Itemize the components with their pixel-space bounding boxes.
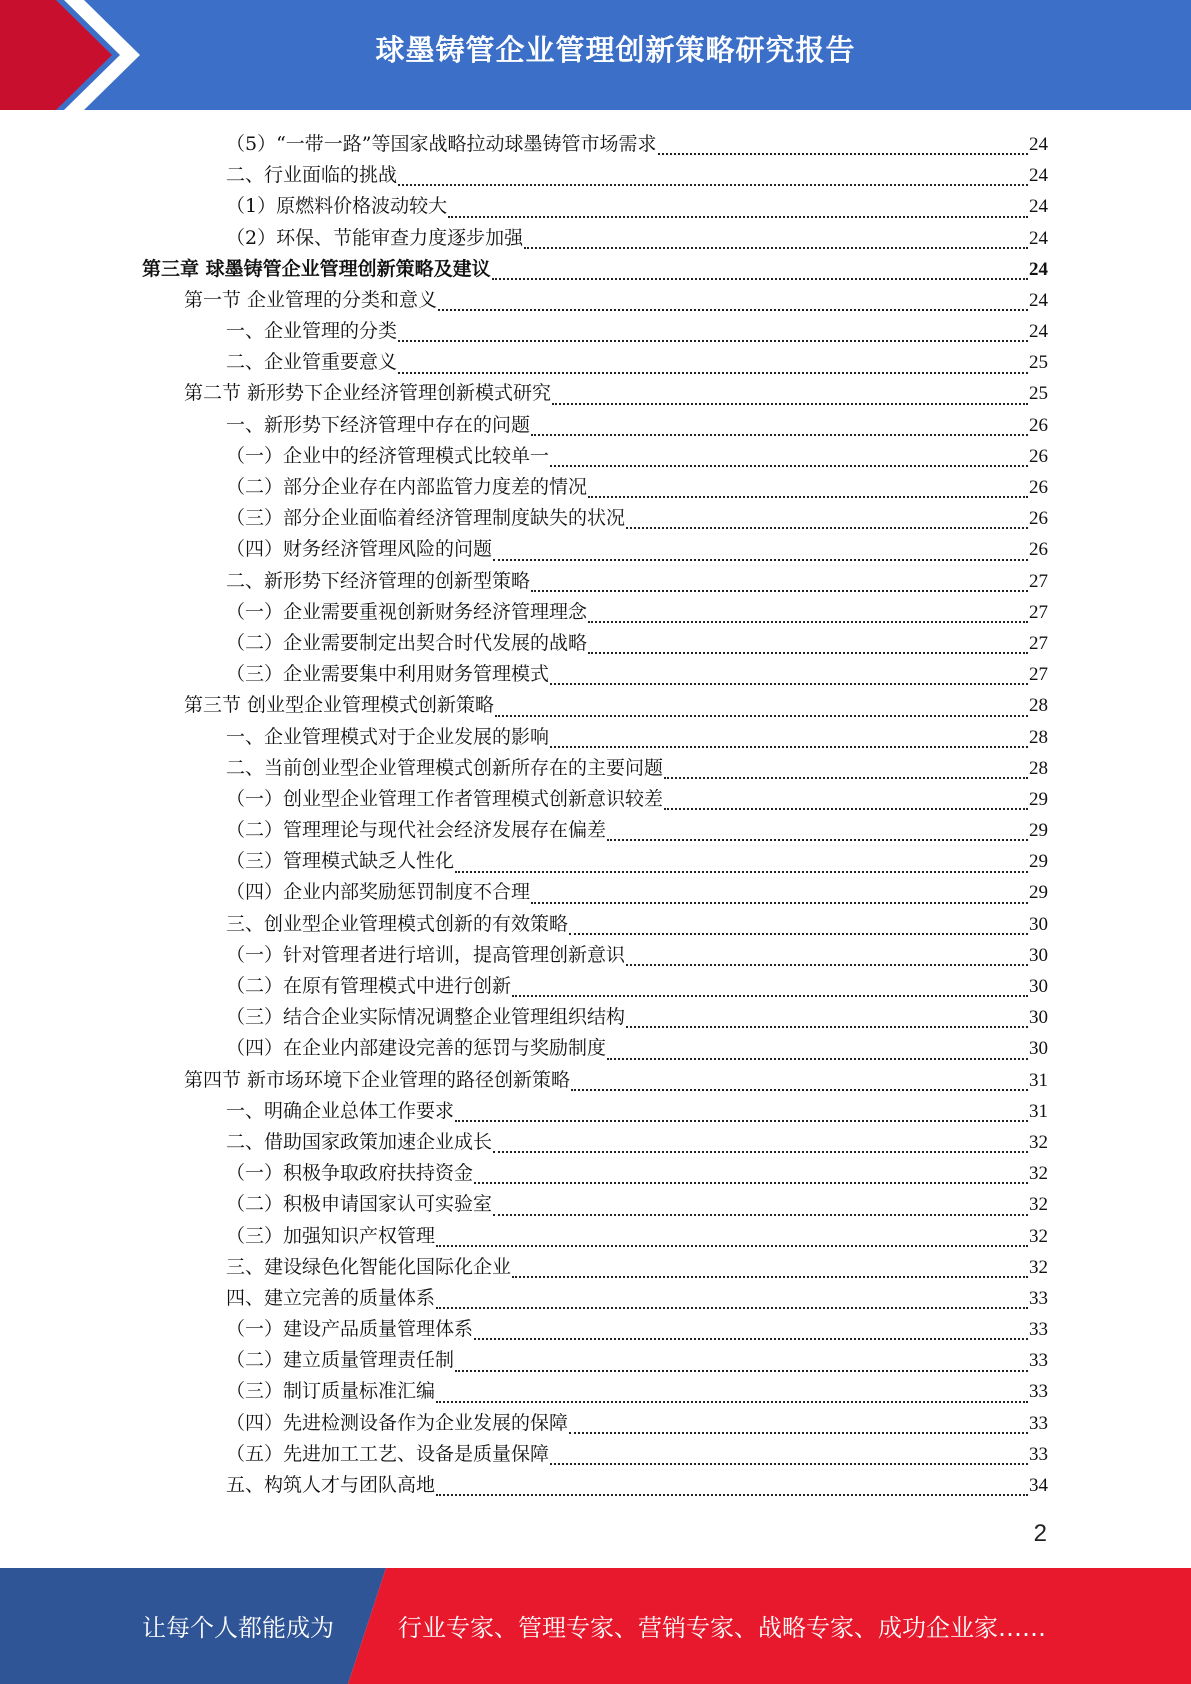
toc-entry-page: 34 [1029, 1475, 1048, 1497]
toc-entry[interactable] [142, 1470, 1048, 1501]
toc-entry-title: （三）管理模式缺乏人性化 [226, 850, 455, 873]
toc-entry-page: 27 [1029, 601, 1048, 623]
toc-entry[interactable] [142, 1283, 1048, 1314]
toc-entry[interactable] [142, 722, 1048, 753]
toc-entry[interactable] [142, 503, 1048, 534]
toc-dot-leader [571, 1065, 1028, 1091]
toc-entry[interactable] [142, 1345, 1048, 1376]
toc-entry[interactable] [142, 379, 1048, 410]
toc-entry-page: 32 [1029, 1225, 1048, 1247]
toc-entry-page: 33 [1029, 1412, 1048, 1434]
toc-dot-leader [664, 753, 1028, 779]
toc-entry-title: （三）部分企业面临着经济管理制度缺失的状况 [226, 507, 626, 530]
toc-entry-title: 二、借助国家政策加速企业成长 [226, 1130, 493, 1153]
toc-entry-page: 30 [1029, 976, 1048, 998]
toc-entry-title: （四）企业内部奖励惩罚制度不合理 [226, 881, 531, 904]
toc-entry[interactable] [142, 223, 1048, 254]
toc-entry[interactable] [142, 1002, 1048, 1033]
toc-entry-title: （一）创业型企业管理工作者管理模式创新意识较差 [226, 787, 664, 810]
toc-dot-leader [495, 691, 1028, 717]
toc-entry-page: 24 [1029, 321, 1048, 343]
toc-entry[interactable] [142, 191, 1048, 222]
toc-entry[interactable] [142, 285, 1048, 316]
toc-dot-leader [436, 1283, 1028, 1309]
toc-entry-page: 24 [1029, 289, 1048, 311]
toc-dot-leader [552, 379, 1028, 405]
toc-entry-page: 33 [1029, 1287, 1048, 1309]
toc-dot-leader [588, 628, 1028, 654]
toc-entry-title: （二）建立质量管理责任制 [226, 1349, 455, 1372]
toc-entry-title: 二、行业面临的挑战 [226, 164, 398, 187]
toc-entry[interactable] [142, 846, 1048, 877]
toc-dot-leader [474, 1314, 1028, 1340]
toc-entry[interactable] [142, 1096, 1048, 1127]
toc-entry-title: 四、建立完善的质量体系 [226, 1286, 436, 1309]
toc-entry[interactable] [142, 1065, 1048, 1096]
toc-dot-leader [438, 285, 1028, 311]
toc-entry-title: （2）环保、节能审查力度逐步加强 [226, 226, 524, 249]
toc-entry-page: 33 [1029, 1319, 1048, 1341]
toc-entry-page: 27 [1029, 632, 1048, 654]
toc-entry-page: 30 [1029, 913, 1048, 935]
toc-entry[interactable] [142, 909, 1048, 940]
toc-entry[interactable] [142, 628, 1048, 659]
toc-entry-title: （三）企业需要集中利用财务管理模式 [226, 663, 550, 686]
table-of-contents [142, 129, 1048, 1501]
toc-entry[interactable] [142, 410, 1048, 441]
toc-dot-leader [398, 348, 1028, 374]
toc-entry-page: 32 [1029, 1131, 1048, 1153]
toc-dot-leader [569, 909, 1028, 935]
toc-entry[interactable] [142, 316, 1048, 347]
toc-entry-page: 24 [1029, 165, 1048, 187]
toc-dot-leader [455, 847, 1028, 873]
toc-entry[interactable] [142, 1439, 1048, 1470]
toc-entry[interactable] [142, 566, 1048, 597]
toc-entry-page: 30 [1029, 944, 1048, 966]
toc-entry-title: （三）制订质量标准汇编 [226, 1380, 436, 1403]
toc-entry[interactable] [142, 129, 1048, 160]
toc-entry[interactable] [142, 784, 1048, 815]
toc-entry[interactable] [142, 347, 1048, 378]
toc-dot-leader [436, 1377, 1028, 1403]
toc-entry-title: （三）结合企业实际情况调整企业管理组织结构 [226, 1006, 626, 1029]
toc-entry-title: 三、建设绿色化智能化国际化企业 [226, 1255, 512, 1278]
toc-entry-page: 26 [1029, 539, 1048, 561]
toc-dot-leader [569, 1408, 1028, 1434]
toc-dot-leader [550, 722, 1028, 748]
toc-entry-title: 一、企业管理的分类 [226, 320, 398, 343]
toc-entry-title: 一、企业管理模式对于企业发展的影响 [226, 725, 550, 748]
toc-entry-title: （二）企业需要制定出契合时代发展的战略 [226, 631, 588, 654]
toc-entry[interactable] [142, 753, 1048, 784]
toc-entry[interactable] [142, 971, 1048, 1002]
toc-entry-page: 29 [1029, 788, 1048, 810]
toc-dot-leader [664, 784, 1028, 810]
toc-entry-page: 32 [1029, 1194, 1048, 1216]
toc-entry-page: 31 [1029, 1069, 1048, 1091]
toc-dot-leader [588, 597, 1028, 623]
toc-entry-page: 29 [1029, 882, 1048, 904]
toc-dot-leader [493, 1190, 1028, 1216]
toc-dot-leader [436, 1221, 1028, 1247]
toc-entry-page: 33 [1029, 1443, 1048, 1465]
toc-entry-page: 26 [1029, 508, 1048, 530]
toc-dot-leader [512, 1252, 1028, 1278]
toc-entry[interactable] [142, 1221, 1048, 1252]
toc-entry-title: （四）在企业内部建设完善的惩罚与奖励制度 [226, 1037, 607, 1060]
toc-dot-leader [492, 254, 1028, 280]
report-title: 球墨铸管企业管理创新策略研究报告 [375, 33, 856, 67]
toc-entry-title: 二、新形势下经济管理的创新型策略 [226, 569, 531, 592]
toc-dot-leader [398, 316, 1028, 342]
toc-entry[interactable] [142, 1189, 1048, 1220]
toc-entry[interactable] [142, 1127, 1048, 1158]
toc-dot-leader [626, 503, 1028, 529]
toc-dot-leader [626, 1002, 1028, 1028]
toc-entry[interactable] [142, 878, 1048, 909]
toc-entry-page: 24 [1029, 258, 1048, 280]
toc-entry-title: （二）积极申请国家认可实验室 [226, 1193, 493, 1216]
toc-entry-page: 24 [1029, 196, 1048, 218]
toc-entry-page: 28 [1029, 757, 1048, 779]
toc-entry-title: （二）部分企业存在内部监管力度差的情况 [226, 476, 588, 499]
toc-entry-page: 31 [1029, 1100, 1048, 1122]
toc-dot-leader [531, 878, 1028, 904]
toc-dot-leader [493, 1127, 1028, 1153]
toc-entry-page: 29 [1029, 851, 1048, 873]
toc-entry-title: （四）财务经济管理风险的问题 [226, 538, 493, 561]
report-header [0, 0, 1191, 110]
toc-entry-title: 一、新形势下经济管理中存在的问题 [226, 413, 531, 436]
page-number: 2 [1033, 1520, 1047, 1547]
toc-entry-page: 25 [1029, 352, 1048, 374]
toc-entry-title: （一）针对管理者进行培训，提高管理创新意识 [226, 943, 626, 966]
toc-dot-leader [607, 815, 1028, 841]
toc-entry[interactable] [142, 1158, 1048, 1189]
toc-entry-page: 27 [1029, 570, 1048, 592]
toc-dot-leader [436, 1470, 1028, 1496]
toc-entry-page: 29 [1029, 820, 1048, 842]
toc-entry[interactable] [142, 940, 1048, 971]
toc-entry[interactable] [142, 1252, 1048, 1283]
toc-entry-title: （一）建设产品质量管理体系 [226, 1318, 474, 1341]
toc-entry-page: 26 [1029, 414, 1048, 436]
toc-entry-page: 32 [1029, 1163, 1048, 1185]
toc-entry[interactable] [142, 160, 1048, 191]
toc-entry-title: （一）企业中的经济管理模式比较单一 [226, 444, 550, 467]
toc-entry-page: 33 [1029, 1350, 1048, 1372]
toc-entry-title: （5）“一带一路”等国家战略拉动球墨铸管市场需求 [226, 132, 657, 155]
toc-entry-title: 第四节 新市场环境下企业管理的路径创新策略 [184, 1068, 571, 1091]
footer-slogan-left: 让每个人都能成为 [142, 1614, 334, 1642]
toc-dot-leader [448, 192, 1028, 218]
toc-dot-leader [588, 472, 1028, 498]
toc-entry-title: （一）积极争取政府扶持资金 [226, 1162, 474, 1185]
toc-entry[interactable] [142, 534, 1048, 565]
toc-entry[interactable] [142, 1408, 1048, 1439]
toc-entry-title: 一、明确企业总体工作要求 [226, 1099, 455, 1122]
toc-entry[interactable] [142, 441, 1048, 472]
toc-entry-title: （一）企业需要重视创新财务经济管理理念 [226, 600, 588, 623]
toc-entry-title: 五、构筑人才与团队高地 [226, 1474, 436, 1497]
toc-dot-leader [626, 940, 1028, 966]
toc-entry[interactable] [142, 254, 1048, 285]
toc-entry-page: 25 [1029, 383, 1048, 405]
toc-entry-title: （二）在原有管理模式中进行创新 [226, 975, 512, 998]
toc-entry[interactable] [142, 659, 1048, 690]
toc-dot-leader [455, 1096, 1028, 1122]
toc-entry[interactable] [142, 815, 1048, 846]
toc-entry-title: 二、当前创业型企业管理模式创新所存在的主要问题 [226, 756, 664, 779]
toc-dot-leader [493, 535, 1028, 561]
toc-entry-page: 33 [1029, 1381, 1048, 1403]
toc-entry-title: 第二节 新形势下企业经济管理创新模式研究 [184, 382, 552, 405]
toc-entry[interactable] [142, 597, 1048, 628]
toc-dot-leader [550, 1439, 1028, 1465]
toc-entry[interactable] [142, 472, 1048, 503]
toc-dot-leader [531, 566, 1028, 592]
toc-entry-page: 27 [1029, 664, 1048, 686]
toc-dot-leader [474, 1158, 1028, 1184]
toc-entry-page: 26 [1029, 445, 1048, 467]
toc-entry[interactable] [142, 1033, 1048, 1064]
toc-dot-leader [550, 659, 1028, 685]
toc-dot-leader [524, 223, 1028, 249]
toc-dot-leader [512, 971, 1028, 997]
toc-dot-leader [398, 160, 1028, 186]
toc-entry-page: 32 [1029, 1256, 1048, 1278]
toc-entry-page: 28 [1029, 695, 1048, 717]
toc-entry-page: 26 [1029, 477, 1048, 499]
toc-entry-title: （三）加强知识产权管理 [226, 1224, 436, 1247]
toc-entry[interactable] [142, 1377, 1048, 1408]
toc-entry-page: 30 [1029, 1007, 1048, 1029]
toc-dot-leader [607, 1034, 1028, 1060]
footer-banner [0, 1568, 1191, 1684]
toc-entry-title: 第三章 球墨铸管企业管理创新策略及建议 [142, 257, 491, 280]
footer-slogan-right: 行业专家、管理专家、营销专家、战略专家、成功企业家…… [398, 1614, 1046, 1642]
toc-entry-page: 28 [1029, 726, 1048, 748]
toc-entry-title: 三、创业型企业管理模式创新的有效策略 [226, 912, 569, 935]
toc-dot-leader [455, 1346, 1028, 1372]
toc-entry-page: 24 [1029, 133, 1048, 155]
toc-entry[interactable] [142, 1314, 1048, 1345]
toc-entry-page: 30 [1029, 1038, 1048, 1060]
toc-dot-leader [658, 129, 1028, 155]
toc-entry-title: 二、企业管重要意义 [226, 351, 398, 374]
toc-entry[interactable] [142, 690, 1048, 721]
toc-entry-title: （五）先进加工工艺、设备是质量保障 [226, 1442, 550, 1465]
toc-entry-page: 24 [1029, 227, 1048, 249]
toc-dot-leader [531, 410, 1028, 436]
toc-dot-leader [550, 441, 1028, 467]
toc-entry-title: 第三节 创业型企业管理模式创新策略 [184, 694, 495, 717]
toc-entry-title: 第一节 企业管理的分类和意义 [184, 288, 438, 311]
toc-entry-title: （四）先进检测设备作为企业发展的保障 [226, 1411, 569, 1434]
toc-entry-title: （二）管理理论与现代社会经济发展存在偏差 [226, 819, 607, 842]
toc-entry-title: （1）原燃料价格波动较大 [226, 195, 448, 218]
